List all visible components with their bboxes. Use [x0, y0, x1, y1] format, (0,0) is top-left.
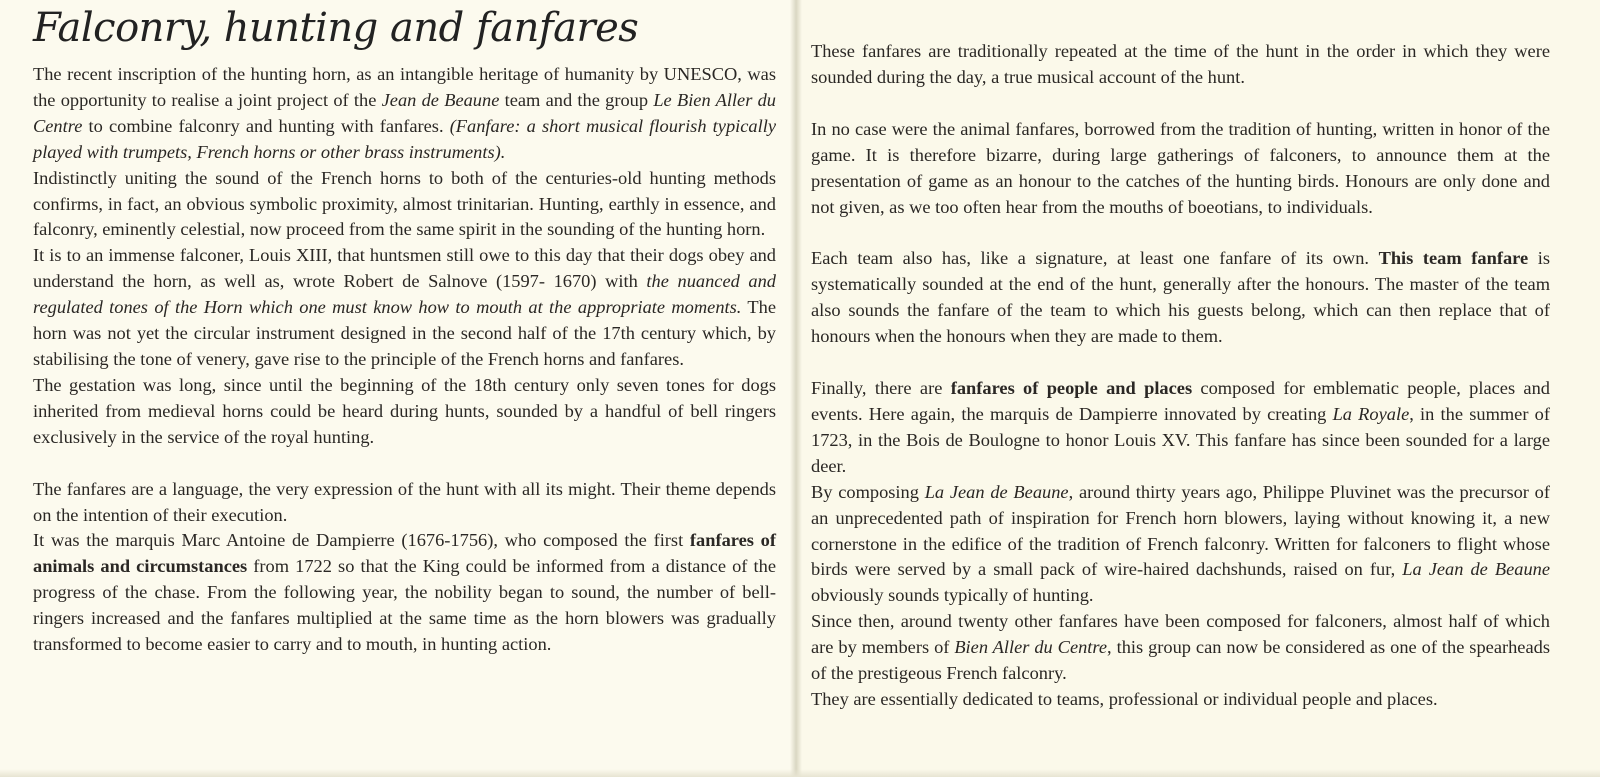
- paragraph-uniting: Indistinctly uniting the sound of the French horns to both of the centuries-old hunting methods confirms, in fact, an obvious symbolic proximity, almost trinitarian. Hunting, earthly in essence, and falconry, eminently celestial, now proceed from the same spirit in the sounding of the hunting horn.: [33, 167, 776, 240]
- text-run: , this group can now be considered as one of the spearheads of the prestigeous French falconry.: [811, 637, 1550, 684]
- page-gutter: [790, 0, 802, 777]
- text-run: It is to an immense falconer, Louis XIII, that huntsmen still owe to this day that their dogs obey and understand the horn, as well as, wrote Robert de Salnove (1597- 1670) with: [33, 245, 776, 292]
- italic-fanfare-title: La Royale: [1332, 403, 1410, 424]
- italic-group-name: Bien Aller du Centre: [954, 637, 1108, 658]
- text-run: from 1722 so that the King could be informed from a distance of the progress of the chase. From the following year, the nobility began to sound, the number of bell-ringers increased and the fanfares multiplied at the same time as the horn blowers was gradually transformed to become easier to carry and to mouth, in hunting action.: [33, 556, 776, 655]
- text-run: composed for emblematic people, places and events. Here again, the marquis de Dampierre innovated by creating: [811, 378, 1550, 424]
- bold-term: fanfares of animals and circumstances: [33, 530, 776, 577]
- paragraph-louis-xiii: [33, 243, 776, 373]
- text-run: The horn was not yet the circular instrument designed in the second half of the 17th century which, by stabilising the tone of venery, gave rise to the principle of the French horns and fanfares.: [33, 297, 776, 369]
- text-run: to combine falconry and hunting with fanfares.: [82, 115, 450, 136]
- left-page: [0, 0, 796, 777]
- paragraph-language: The fanfares are a language, the very expression of the hunt with all its might. Their theme depends on the intention of their execution.: [33, 478, 776, 525]
- paragraph-pluvinet: [811, 480, 1550, 610]
- paragraph-spacer: [811, 350, 1550, 376]
- page-title: Falconry, hunting and fanfares: [33, 5, 639, 51]
- text-run: team and the group: [499, 89, 654, 110]
- paragraph-people-places: [811, 376, 1550, 480]
- italic-group-name: Le Bien Aller du Centre: [33, 89, 777, 136]
- text-run: Since then, around twenty other fanfares have been composed for falconers, almost half of which are by members of: [811, 611, 1550, 658]
- paragraph-spacer: [811, 91, 1550, 117]
- paragraph-team-fanfare: [811, 246, 1550, 350]
- text-run: Each team also has, like a signature, at least one fanfare of its own.: [811, 248, 1379, 269]
- text-run: It was the marquis Marc Antoine de Dampierre (1676-1756), who composed the first: [33, 530, 690, 551]
- text-run: , in the summer of 1723, in the Bois de Boulogne to honor Louis XV. This fanfare has since been sounded for a large deer.: [811, 403, 1550, 476]
- italic-team-name: Jean de Beaune: [381, 89, 500, 110]
- italic-fanfare-title: La Jean de Beaune: [924, 481, 1069, 502]
- right-page: [796, 0, 1600, 777]
- paragraph-dampierre: [33, 528, 776, 658]
- paragraph-since-then: [811, 609, 1550, 687]
- paragraph-spacer: [811, 220, 1550, 246]
- italic-quote: the nuanced and regulated tones of the Horn which one must know how to mouth at the appropriate moments.: [33, 271, 776, 318]
- text-run: By composing: [811, 481, 925, 502]
- paragraph-unesco: [33, 62, 776, 166]
- text-run: is systematically sounded at the end of the hunt, generally after the honours. The master of the team also sounds the fanfare of the team to which his guests belong, which can then replace that of honours when the honours when they are made to them.: [811, 248, 1550, 347]
- paragraph-repeated: These fanfares are traditionally repeated at the time of the hunt in the order in which they were sounded during the day, a true musical account of the hunt.: [811, 41, 1550, 87]
- bold-term: fanfares of people and places: [950, 378, 1193, 399]
- text-run: , around thirty years ago, Philippe Pluvinet was the precursor of an unprecedented path of inspiration for French horn blowers, laying without knowing it, a new cornerstone in the edifice of the tradition of French falconry. Written for falconers to flight whose birds were served by a small pack of wire-haired dachshunds, raised on fur,: [811, 481, 1551, 580]
- text-run: Finally, there are: [811, 378, 951, 399]
- paragraph-dedicated: They are essentially dedicated to teams, professional or individual people and places.: [811, 688, 1438, 709]
- paragraph-gestation: The gestation was long, since until the beginning of the 18th century only seven tones for dogs inherited from medieval horns could be heard during hunts, sounded by a handful of bell ringers exclusively in the service of the royal hunting.: [33, 374, 776, 447]
- text-run: The recent inscription of the hunting horn, as an intangible heritage of humanity by UNESCO, was the opportunity to realise a joint project of the: [33, 64, 776, 110]
- italic-fanfare-definition: (Fanfare: a short musical flourish typically played with trumpets, French horns or other brass instruments).: [33, 115, 776, 162]
- paragraph-animal-fanfares: In no case were the animal fanfares, borrowed from the tradition of hunting, written in honor of the game. It is therefore bizarre, during large gatherings of falconers, to announce them at the presentation of game as an honour to the catches of the hunting birds. Honours are only done and not given, as we too often hear from the mouths of boeotians, to individuals.: [811, 118, 1550, 217]
- text-run: obviously sounds typically of hunting.: [811, 585, 1094, 606]
- bold-term: This team fanfare: [1378, 248, 1529, 269]
- italic-fanfare-title: La Jean de Beaune: [1402, 559, 1550, 580]
- page-bottom-edge: [0, 769, 1600, 777]
- paragraph-spacer: [33, 451, 776, 477]
